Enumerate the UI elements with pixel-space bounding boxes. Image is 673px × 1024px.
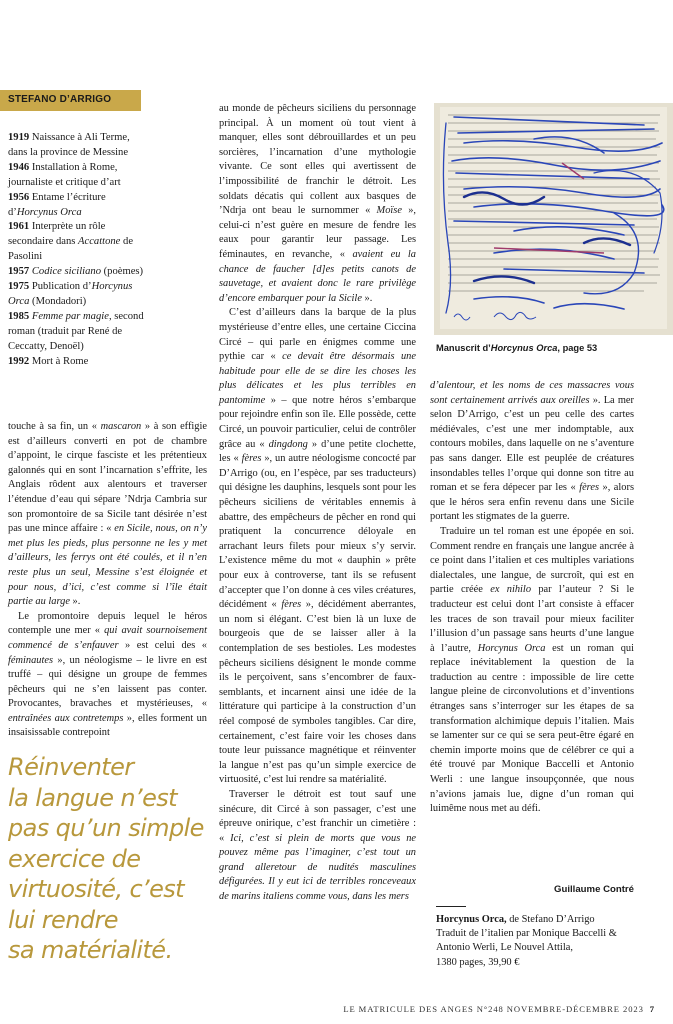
page-footer bbox=[300, 1004, 655, 1014]
pull-quote bbox=[8, 752, 213, 966]
book-info bbox=[436, 913, 636, 970]
pull-quote-line: sa matérialité. bbox=[8, 936, 173, 964]
bio-text: Interprète un rôle secondaire dans bbox=[8, 221, 106, 248]
bio-entry bbox=[8, 280, 150, 310]
pull-quote-line: Réinventer bbox=[8, 753, 134, 781]
manuscript-image bbox=[434, 103, 673, 335]
pull-quote-line: la langue n’est bbox=[8, 783, 177, 812]
bio-work-title: Femme par magie bbox=[31, 310, 109, 322]
bio-work-title: Horcynus Orca bbox=[8, 281, 133, 307]
bio-entry bbox=[8, 191, 150, 221]
bio-text-after: de Pasolini bbox=[8, 236, 134, 263]
article-signature: Guillaume Contré bbox=[554, 884, 634, 895]
pull-quote-line: virtuosité, c’est bbox=[8, 875, 184, 903]
bio-text-after: (poèmes) bbox=[101, 266, 144, 278]
bio-year: 1992 bbox=[8, 355, 30, 367]
caption-suffix: , page 53 bbox=[557, 343, 598, 353]
footer-magazine: LE MATRICULE DES ANGES N°248 NOVEMBRE-DÉCEMBRE 2023 bbox=[343, 1004, 644, 1014]
article-column-middle: au monde de pêcheurs siciliens du personnage principal. À un moment où tout vient à manquer, elles sont débrouillardes et un peu sorcières, l’incarnation d’une mythologie vivante. Ce sont elles qui avertissent de l’impossibilité de franchir le détroit. Les soldats décatis qui collent aux basques de ’Ndrja ont beau le surnommer « Moïse », celui-ci n’est guère en mesure de fendre les eaux pour garantir leur passage. Les féminautes, en revanche, « avaient eu la chance de faucher [d]es petits canots de sauvetage, et avaient donc le rare privilège d’encore embarquer pour la Sicile ». C’est d’ailleurs dans la barque de la plus mystérieuse d’entre elles, une certaine Ciccina Circé – qui parle en énigmes comme une pythie car « ce devait être désormais une habitude pour elle de se dire les choses les plus délicates et les plus terribles en pantomime » – que notre héros s’embarque pour rejoindre enfin son île. Elle possède, cette Circé, un pouvoir particulier, celui de contrôler grâce au « dingdong » d’une petite clochette, les « fères », un autre néologisme concocté par D’Arrigo (ou, en l’espèce, par ses traducteurs) qui désigne les dauphins, lesquels sont pour les pêcheurs siciliens de véritables ennemis à abattre, des empêcheurs de pêcher en rond qui pratiquent la concurrence déloyale en arrachant leurs filets pour mieux s’y servir. L’existence même du mot « dauphin » prête pour eux à controverse, tant ils se refusent d’accepter que l’on donne à ces viles créatures, décidément « fères », décidément aberrantes, un nom si élégant. C’est bien là un luxe de bourgeois que de se laisser aller à la contemplation de ses bestioles. Les modestes pêcheurs siciliens désignent le monde comme ils le perçoivent, sans s’encombrer de faux-semblants, et incarnent ainsi une idée de la littérature qui participe à la construction d’un réel composé de symboles tangibles. Car dire, certainement, c’est faire voir les choses dans toute leur puissance magnétique et réinventer la langue n’est pas qu’un simple exercice de virtuosité, c’est lui rendre sa matérialité. Traverser le détroit est tout sauf une sinécure, dit Circé à son passager, c’est une épreuve onirique, c’est franchir un cimetière : « Ici, c’est si plein de morts que vous ne pouvez même pas l’imaginer, c’est tout un grand alleretour de nudités masculines défigurées. Il y eut ici de terribles ronceveaux de marins italiens comme vous, dans les mers bbox=[219, 103, 417, 903]
bio-text: Installation à Rome, journaliste et critique d’art bbox=[8, 161, 121, 188]
bio-work-title: Accattone bbox=[78, 236, 121, 248]
divider-rule bbox=[436, 906, 466, 907]
bio-text: Entame l’écriture d’ bbox=[8, 191, 106, 218]
bio-entry bbox=[8, 265, 150, 280]
bio-year: 1985 bbox=[8, 310, 30, 322]
article-column-left: touche à sa fin, un « mascaron » à son effigie est d’ailleurs converti en pot de chambre d’appoint, le cirque fasciste et les prétentieux galonnés qui en sont l’incarnation s’effrite, les Anglais rôdent aux alentours et traverser l’étendue d’eau qui sépare ’Ndrja Cambria sur son promontoire de sa Sicile tant désirée n’est pas une mince affaire : « en Sicile, nous, on n’y met plus les pieds, plus personne ne les y met d’ailleurs, les ferrys ont été coulés, et il n’en reste plus un seul, Messine s’est éloignée et pour nous, d’ici, c’est comme si l’île était partie au large ». Le promontoire depuis lequel le héros contemple une mer « qui avait sournoisement commencé de s’enfauver » est celui des « féminautes », un néologisme – le livre en est truffé – qui désigne un groupe de femmes pêcheurs qui ne s’en laissent pas conter. Provocantes, bravaches et mystérieuses, « entraînées aux contretemps », elles forment un insaisissable contrepoint bbox=[8, 421, 208, 739]
bio-text: Naissance à Ali Terme, dans la province de Messine bbox=[8, 132, 130, 158]
bio-text: Publication d’ bbox=[29, 281, 92, 293]
bio-year: 1956 bbox=[8, 191, 30, 203]
pull-quote-line: lui rendre bbox=[8, 905, 118, 934]
bio-entry bbox=[8, 161, 150, 191]
bio-text-after: (Mondadori) bbox=[29, 295, 87, 307]
book-translation: Traduit de l’italien par Monique Baccelli & Antonio Werli, Le Nouvel Attila, bbox=[436, 928, 617, 954]
bio-work-title: Codice siciliano bbox=[31, 266, 101, 278]
author-name: STEFANO D’ARRIGO bbox=[8, 94, 112, 105]
pull-quote-line: exercice de bbox=[8, 844, 141, 873]
bio-entry bbox=[8, 220, 150, 265]
bio-text-after: , second roman (traduit par René de Ceccatty, Denoël) bbox=[8, 310, 144, 352]
bio-year: 1957 bbox=[8, 266, 30, 278]
book-pages-price: 1380 pages, 39,90 € bbox=[436, 956, 520, 968]
bio-year: 1975 bbox=[8, 281, 30, 293]
bio-work-title: Horcynus Orca bbox=[16, 206, 82, 218]
book-title: Horcynus Orca, bbox=[436, 914, 507, 925]
caption-prefix: Manuscrit d’ bbox=[436, 343, 491, 353]
bio-year: 1919 bbox=[8, 132, 30, 143]
article-column-right: d’alentour, et les noms de ces massacres vous sont certainement arrivés aux oreilles ». La mer selon D’Arrigo, c’est un peu celle des cartes médiévales, c’est une mer indomptable, aux contours mobiles, dans laquelle on ne s’aventure pas sans danger. Elle est peuplée de créatures insondables telles l’orque qui donne son titre au roman et se fera dépecer par les « fères », alors que le héros sera enfin revenu dans une Sicile portant les stigmates de la guerre. Traduire un tel roman est une épopée en soi. Comment rendre en français une langue ancrée à ce point dans l’italien et ces multiples variations dialectales, une langue, de surcroît, qui est en partie créée ex nihilo par l’auteur ? Si le traducteur est celui dont l’art consiste à effacer les traces de son travail pour mieux faciliter l’illusion d’un passage sans heurts d’une langue à l’autre, Horcynus Orca est un roman qui replace inévitablement la question de la traduction au centre : impossible de lire cette langue pleine de circonvolutions et d’inventions étranges sans s’interroger sur les étapes de sa transformation alchimique depuis l’italien. Mais se lamenter sur ce qui se sera peut-être égaré en chemin importe moins que de célébrer ce qui a été trouvé par Monique Baccelli et Antonio Werli : une langue insoupçonnée, que nous n’avions jamais lue, digne d’un roman qui luimême nous met au défi. bbox=[430, 380, 634, 815]
bio-entry bbox=[8, 131, 150, 161]
author-name-band bbox=[0, 90, 141, 111]
bio-entry bbox=[8, 310, 150, 355]
book-author: de Stefano D’Arrigo bbox=[506, 914, 595, 925]
page-number: 7 bbox=[649, 1004, 655, 1014]
image-caption bbox=[436, 343, 672, 353]
biography-timeline bbox=[8, 131, 150, 370]
bio-text: Mort à Rome bbox=[29, 355, 89, 367]
caption-title: Horcynus Orca bbox=[490, 343, 558, 353]
bio-year: 1946 bbox=[8, 161, 30, 173]
bio-year: 1961 bbox=[8, 221, 30, 233]
manuscript-drawing bbox=[434, 103, 673, 335]
pull-quote-line: pas qu’un simple bbox=[8, 814, 204, 842]
bio-entry bbox=[8, 355, 150, 370]
